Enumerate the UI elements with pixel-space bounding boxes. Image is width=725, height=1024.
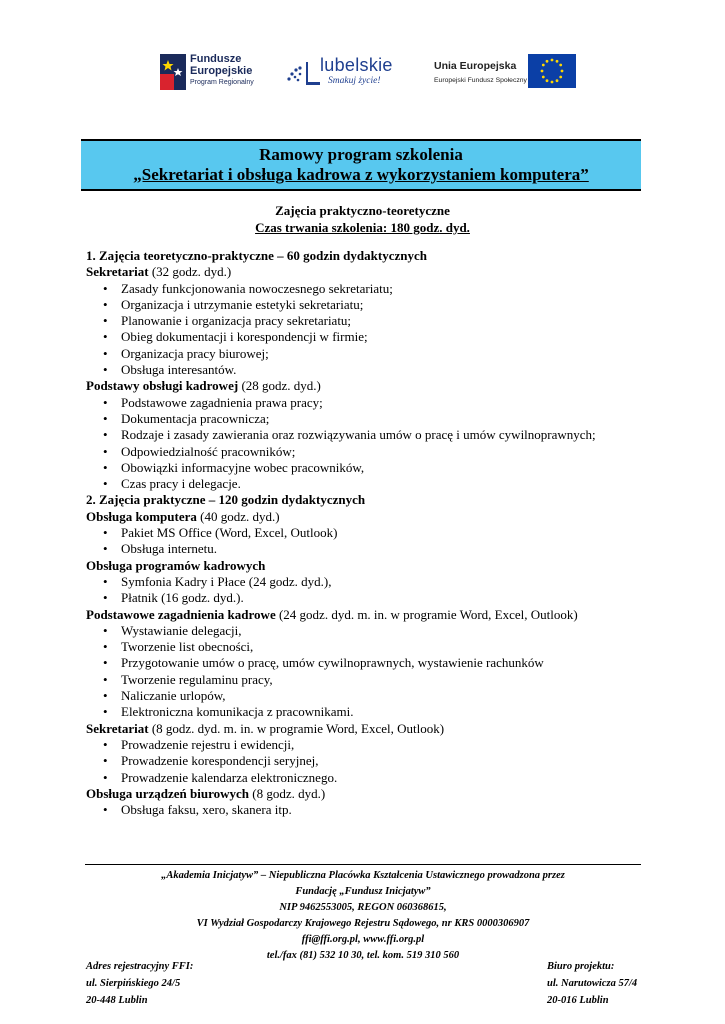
bullet-list xyxy=(86,525,646,558)
list-item: • Rodzaje i zasady zawierania oraz rozwiązywania umów o pracę i umów cywilnoprawnych; xyxy=(86,427,646,443)
section-name: Sekretariat xyxy=(86,264,149,280)
footer-address-left xyxy=(86,958,193,1009)
title-banner xyxy=(81,139,641,191)
section-name: Obsługa programów kadrowych xyxy=(86,557,266,573)
list-item: • Tworzenie list obecności, xyxy=(86,639,646,655)
section-header xyxy=(86,264,646,280)
footer-line1: „Akademia Inicjatyw” – Niepubliczna Placówka Kształcenia Ustawicznego prowadzona przez xyxy=(161,870,565,881)
list-item: • Pakiet MS Office (Word, Excel, Outlook) xyxy=(86,525,646,541)
bullet-list xyxy=(86,802,646,818)
ue-subtitle: Europejski Fundusz Społeczny xyxy=(434,77,527,84)
eu-flag-icon xyxy=(528,54,576,88)
lubelskie-slogan: Smakuj życie! xyxy=(328,76,381,86)
footer-address-right xyxy=(547,958,637,1009)
list-item: • Prowadzenie korespondencji seryjnej, xyxy=(86,753,646,769)
footer-line3: NIP 9462553005, REGON 060368615, xyxy=(279,902,447,913)
title-line1: Ramowy program szkolenia xyxy=(259,145,463,164)
list-item: • Czas pracy i delegacje. xyxy=(86,476,646,492)
bullet-list xyxy=(86,281,646,379)
lubelskie-logo xyxy=(286,52,396,94)
section-name: Obsługa komputera xyxy=(86,508,197,524)
section-hours: (24 godz. dyd. m. in. w programie Word, Excel, Outlook) xyxy=(275,606,578,622)
list-item: • Przygotowanie umów o pracę, umów cywilnoprawnych, wystawienie rachunków xyxy=(86,655,646,671)
section-header xyxy=(86,509,646,525)
footer-divider xyxy=(85,864,641,865)
footer-info xyxy=(85,868,641,964)
section-hours: (32 godz. dyd.) xyxy=(148,264,232,280)
section-header xyxy=(86,786,646,802)
list-item: • Obsługa faksu, xero, skanera itp. xyxy=(86,802,646,818)
section-hours: (40 godz. dyd.) xyxy=(196,508,280,524)
footer-phone: tel./fax (81) 532 10 30, tel. kom. 519 310 560 xyxy=(266,950,460,961)
list-item: • Prowadzenie kalendarza elektronicznego. xyxy=(86,770,646,786)
list-item: • Organizacja pracy biurowej; xyxy=(86,346,646,362)
list-item: • Tworzenie regulaminu pracy, xyxy=(86,672,646,688)
section-hours: (28 godz. dyd.) xyxy=(238,378,321,394)
address-line: Biuro projektu: xyxy=(547,961,615,972)
title-line2: „Sekretariat i obsługa kadrowa z wykorzystaniem komputera” xyxy=(133,165,589,184)
program-content xyxy=(86,248,646,818)
bullet-list xyxy=(86,737,646,786)
part2-heading: 2. Zajęcia praktyczne – 120 godzin dydaktycznych xyxy=(86,492,366,508)
list-item: • Symfonia Kadry i Płace (24 godz. dyd.), xyxy=(86,574,646,590)
list-item: • Płatnik (16 godz. dyd.). xyxy=(86,590,646,606)
list-item: • Elektroniczna komunikacja z pracownikami. xyxy=(86,704,646,720)
section-hours: (8 godz. dyd. m. in. w programie Word, Excel, Outlook) xyxy=(148,720,445,736)
fe-line3: Program Regionalny xyxy=(190,79,254,86)
address-line: Adres rejestracyjny FFI: xyxy=(86,961,194,972)
section-name: Obsługa urządzeń biurowych xyxy=(86,785,250,801)
footer-email-www[interactable]: ffi@ffi.org.pl, www.ffi.org.pl xyxy=(301,934,425,945)
list-item: • Obieg dokumentacji i korespondencji w firmie; xyxy=(86,329,646,345)
list-item: • Obsługa interesantów. xyxy=(86,362,646,378)
fe-line2: Europejskie xyxy=(190,65,253,77)
list-item: • Podstawowe zagadnienia prawa pracy; xyxy=(86,395,646,411)
address-line: 20-448 Lublin xyxy=(86,995,148,1006)
address-line: ul. Narutowicza 57/4 xyxy=(547,978,638,989)
subtitle-line1: Zajęcia praktyczno-teoretyczne xyxy=(275,203,450,218)
list-item: • Obowiązki informacyjne wobec pracowników, xyxy=(86,460,646,476)
logo-bar xyxy=(0,48,725,100)
lubelskie-name: lubelskie xyxy=(320,55,393,75)
footer-line2: Fundację „Fundusz Inicjatyw” xyxy=(295,886,431,897)
list-item: • Naliczanie urlopów, xyxy=(86,688,646,704)
section-header xyxy=(86,558,646,574)
address-line: 20-016 Lublin xyxy=(547,995,609,1006)
bullet-list xyxy=(86,395,646,493)
section-hours: (8 godz. dyd.) xyxy=(249,785,326,801)
list-item: • Wystawianie delegacji, xyxy=(86,623,646,639)
section-header xyxy=(86,721,646,737)
subtitle-line2: Czas trwania szkolenia: 180 godz. dyd. xyxy=(255,220,470,235)
part1-heading: 1. Zajęcia teoretyczno-praktyczne – 60 godzin dydaktycznych xyxy=(86,248,427,263)
fe-line1: Fundusze xyxy=(190,53,242,65)
section-header xyxy=(86,378,646,394)
list-item: • Zasady funkcjonowania nowoczesnego sekretariatu; xyxy=(86,281,646,297)
list-item: • Planowanie i organizacja pracy sekretariatu; xyxy=(86,313,646,329)
bullet-list xyxy=(86,574,646,607)
list-item: • Prowadzenie rejestru i ewidencji, xyxy=(86,737,646,753)
footer-line4: VI Wydział Gospodarczy Krajowego Rejestru Sądowego, nr KRS 0000306907 xyxy=(196,918,530,929)
address-line: ul. Sierpińskiego 24/5 xyxy=(86,978,181,989)
section-name: Podstawowe zagadnienia kadrowe xyxy=(86,606,276,622)
list-item: • Obsługa internetu. xyxy=(86,541,646,557)
list-item: • Organizacja i utrzymanie estetyki sekretariatu; xyxy=(86,297,646,313)
list-item: • Dokumentacja pracownicza; xyxy=(86,411,646,427)
fe-flag-icon xyxy=(160,54,186,90)
ue-title: Unia Europejska xyxy=(434,60,517,72)
list-item: • Odpowiedzialność pracowników; xyxy=(86,444,646,460)
bullet-list xyxy=(86,623,646,721)
section-name: Sekretariat xyxy=(86,720,149,736)
section-name: Podstawy obsługi kadrowej xyxy=(86,378,239,394)
section-header xyxy=(86,607,646,623)
lubelskie-mark-icon xyxy=(286,60,322,90)
